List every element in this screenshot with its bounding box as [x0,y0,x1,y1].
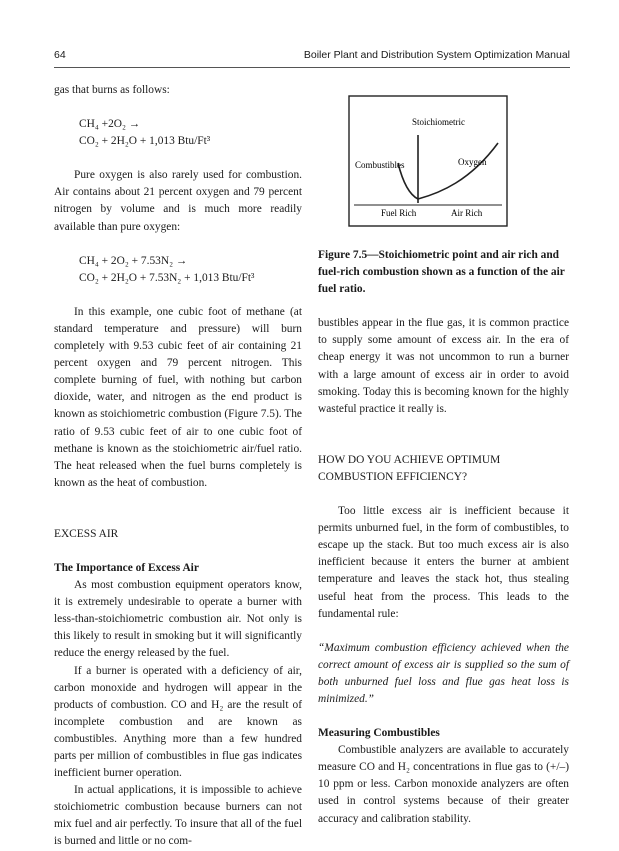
paragraph-continued: bustibles appear in the flue gas, it is common practice to supply some amount of excess air. In the era of cheap energy it was not uncommon to run a burner with a large amount of excess air in order to avoid smoking. Today this is becoming known for the highly wasteful practice it really is. [318,317,569,415]
equation-2-line-1: CH₄ + 2O₂ + 7.53N₂ → [79,254,188,267]
figure-caption: Figure 7.5—Stoichiometric point and air rich and fuel-rich combustion shown as a function of the air fuel ratio. [318,249,565,296]
equation-1-line-1: CH₄ +2O₂ → [79,118,141,131]
paragraph-too-little-air: Too little excess air is inefficient because it permits unburned fuel, in the form of combustibles, to escape up the stack. But too much excess air is also inefficient because it enters the burner at ambient temperature and leaves the stack hot, thus stealing useful heat from the process. This leads to the fundamental rule: [318,505,569,620]
right-column [318,247,569,828]
paragraph-importance-3: In actual applications, it is impossible to achieve stoichiometric combustion because burners can not mix fuel and air perfectly. To insure that all of the fuel is burned and little or no com- [54,784,302,848]
equation-2-line-2: CO₂ + 2H₂O + 7.53N₂ + 1,013 Btu/Ft³ [79,271,255,284]
label-oxygen: Oxygen [458,157,487,167]
running-title: Boiler Plant and Distribution System Optimization Manual [303,49,570,61]
section-heading-optimum: HOW DO YOU ACHIEVE OPTIMUM COMBUSTION EFFICIENCY? [318,453,501,483]
label-fuel-rich: Fuel Rich [381,208,417,218]
paragraph-importance-2: If a burner is operated with a deficiency of air, carbon monoxide and hydrogen will appear in the products of combustion. CO and H₂ are the result of incomplete combustion and are known as combustibles. Anything more than a few hundred parts per million of combustibles in flue gas indicates inefficient burner operation. [54,664,302,780]
oxygen-curve [418,143,498,199]
paragraph-pure-oxygen: Pure oxygen is also rarely used for combustion. Air contains about 21 percent oxygen and 79 percent nitrogen by volume and is much more readily available than pure oxygen: [54,169,302,233]
page-number: 64 [54,49,66,61]
intro-text: gas that burns as follows: [54,84,170,96]
label-combustibles: Combustibles [355,160,405,170]
paragraph-methane-example: In this example, one cubic foot of methane (at standard temperature and pressure) will burn completely with 9.53 cubic feet of air containing 21 percent oxygen and 79 percent nitrogen. This complete burning of fuel, with nothing but carbon dioxide, water, and nitrogen as the end product is known as stoichiometric combustion (Figure 7.5). The ratio of 9.53 cubic feet of air to one cubic foot of methane is known as the stoichiometric air/fuel ratio. The heat released when the fuel burns completely is known as the heat of combustion. [54,305,302,489]
quote-fundamental-rule: “Maximum combustion efficiency achieved when the correct amount of excess air is supplied so the sum of both unburned fuel loss and flue gas heat loss is minimized.” [318,641,569,705]
subheading-measuring: Measuring Combustibles [318,727,440,740]
figure-7-5-diagram [348,95,508,227]
left-column [54,82,302,851]
label-stoichiometric: Stoichiometric [412,117,465,127]
paragraph-importance-1: As most combustion equipment operators know, it is extremely undesirable to operate a burner with less-than-stoichiometric combustion air. Not only is this likely to result in smoking but it will significantly reduce the energy released by the fuel. [54,579,302,660]
paragraph-measuring: Combustible analyzers are available to accurately measure CO and H₂ concentrations in flue gas to (+/–) 10 ppm or less. Carbon monoxide analyzers are often used in control systems because of their greater accuracy and calibration stability. [318,744,569,825]
header-rule [54,67,570,68]
equation-1-line-2: CO₂ + 2H₂O + 1,013 Btu/Ft³ [79,135,211,148]
subheading-importance: The Importance of Excess Air [54,561,199,574]
figure-7-5 [348,95,508,227]
section-heading-excess-air: EXCESS AIR [54,527,119,540]
label-air-rich: Air Rich [451,208,483,218]
